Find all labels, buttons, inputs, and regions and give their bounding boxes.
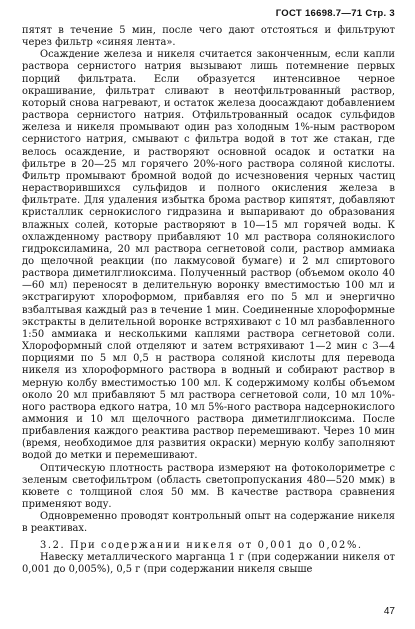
paragraph-control-test: Одновременно проводят контрольный опыт на содержание никеля в реактивах.	[22, 511, 395, 535]
section-title: 3.2. При содержании никеля от 0,001 до 0,02%.	[40, 539, 363, 551]
body-text	[22, 25, 395, 576]
paragraph-optical-density: Оптическую плотность раствора измеряют на фотоколориметре с зеленым светофильтром (область светопропускания 480—520 ммк) в кювете с толщиной слоя 50 мм. В качестве раствора сравнения применяют воду.	[22, 462, 395, 511]
paragraph-precipitation: Осаждение железа и никеля считается законченным, если капли раствора сернистого натрия вызывают лишь потемнение первых порций фильтрата. Если образуется интенсивное черное окрашивание, фильтрат сливают в неотфильтрованный раствор, который снова нагревают, и остаток железа доосаждают добавлением раствора сернистого натрия. Отфильтрованный осадок сульфидов железа и никеля промывают один раз холодным 1%-ным раствором сернистого натрия, смывают с фильтра водой в тот же стакан, где велось осаждение, и растворяют основной осадок и остатки на фильтре в 20—25 мл горячего 20%-ного раствора соляной кислоты. Фильтр промывают бромной водой до исчезновения черных частиц нерастворившихся сульфидов и полного окисления железа в фильтрате. Для удаления избытка брома раствор кипятят, добавляют кристаллик сернокислого гидразина и выпаривают до образования влажных солей, которые растворяют в 10—15 мл горячей воды. К охлажденному раствору прибавляют 10 мл раствора солянокислого гидроксиламина, 20 мл раствора сегнетовой соли, раствор аммиака до щелочной реакции (по лакмусовой бумаге) и 2 мл спиртового раствора диметилглиоксима. Полученный раствор (объемом около 40—60 мл) переносят в делительную воронку вместимостью 100 мл и экстрагируют хлороформом, прибавляя его по 5 мл и энергично взбалтывая каждый раз в течение 1 мин. Соединенные хлороформные экстракты в делительной воронке встряхивают с 10 мл разбавленного 1:50 аммиака и несколькими каплями раствора сегнетовой соли. Хлороформный слой отделяют и затем встряхивают 1—2 мин с 3—4 порциями по 5 мл 0,5 н раствора соляной кислоты для перевода никеля из хлороформного раствора в водный и собирают раствор в мерную колбу вместимостью 100 мл. К содержимому колбы объемом около 20 мл прибавляют 5 мл раствора сегнетовой соли, 10 мл 10%-ного раствора едкого натра, 10 мл 5%-ного раствора надсернокислого аммония и 10 мл щелочного раствора диметилглиоксима. После прибавления каждого реактива раствор перемешивают. Через 10 мин (время, необходимое для развития окраски) мерную колбу заполняют водой до метки и перемешивают.	[22, 49, 395, 462]
page-header	[22, 8, 395, 19]
page-number: 47	[383, 606, 395, 617]
paragraph-sample: Навеску металлического марганца 1 г (при содержании никеля от 0,001 до 0,005%), 0,5 г (при содержании никеля свыше	[22, 551, 395, 575]
page-label: Стр. 3	[365, 8, 395, 19]
standard-code: ГОСТ 16698.7—71	[275, 8, 363, 19]
paragraph-continuation: пятят в течение 5 мин, после чего дают отстояться и фильтруют через фильтр «синяя лента».	[22, 25, 395, 49]
